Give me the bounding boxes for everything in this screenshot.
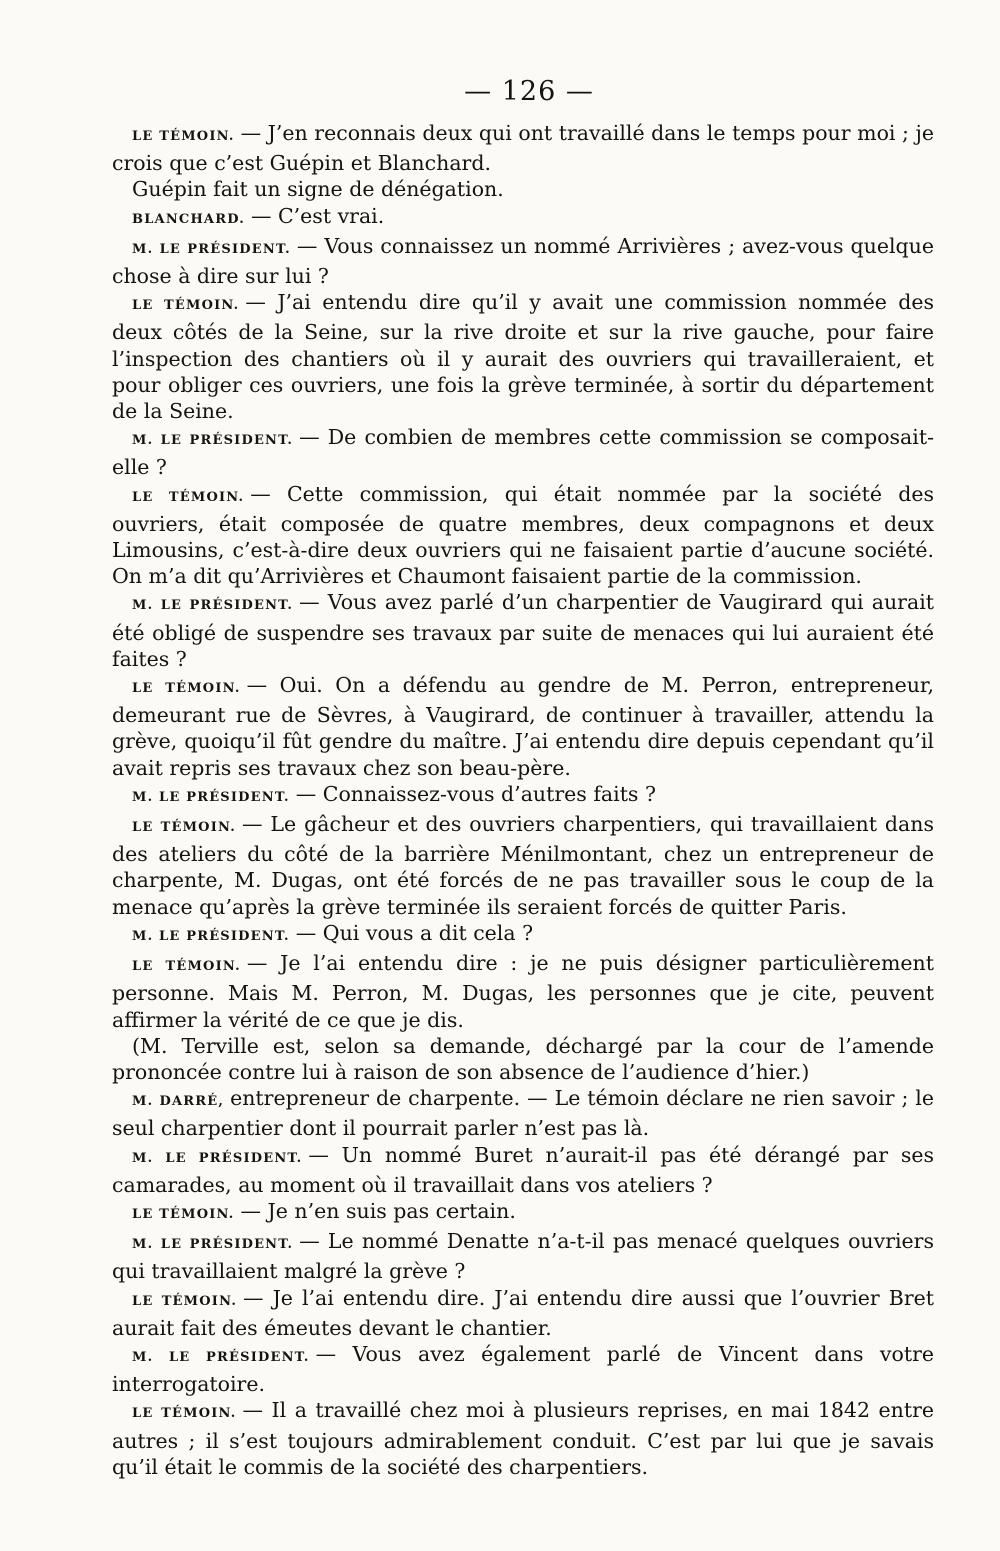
speaker-label: M. LE PRÉSIDENT.: [132, 433, 294, 449]
paragraph: [112, 1142, 934, 1198]
page-number: — 126 —: [464, 76, 594, 107]
paragraph: [112, 1198, 934, 1228]
speaker-label: M. LE PRÉSIDENT.: [132, 1150, 303, 1166]
paragraph-text: Guépin fait un signe de dénégation.: [132, 177, 504, 202]
speaker-label: M. LE PRÉSIDENT.: [132, 928, 290, 944]
speaker-label: M. DARRÉ,: [132, 1094, 225, 1110]
speaker-label: M. LE PRÉSIDENT.: [132, 241, 291, 257]
paragraph-text: — Qui vous a dit cela ?: [295, 920, 534, 945]
speaker-label: LE TÉMOIN.: [132, 1293, 238, 1309]
paragraph: [112, 781, 934, 811]
paragraph-text: — Connaissez-vous d’autres faits ?: [295, 781, 656, 806]
paragraph: [112, 1341, 934, 1397]
paragraph: [112, 589, 934, 672]
book-page: [112, 72, 934, 1480]
paragraph-text: — Oui. On a défendu au gendre de M. Perron, entrepreneur, demeurant rue de Sèvres, à Vaugirard, de continuer à travailler, attendu la grève, quoiqu’il fût gendre du maître. J’ai entendu dire depuis cependant qu’il avait repris ses travaux chez son beau-père.: [112, 673, 934, 780]
paragraph: [112, 233, 934, 289]
speaker-label: BLANCHARD.: [132, 211, 245, 227]
paragraph: [112, 1033, 934, 1085]
speaker-label: LE TÉMOIN.: [132, 820, 236, 836]
speaker-label: LE TÉMOIN.: [132, 959, 241, 975]
paragraph-text: — Un nommé Buret n’aurait-il pas été dérangé par ses camarades, au moment où il travaillait dans vos ateliers ?: [112, 1142, 934, 1197]
speaker-label: LE TÉMOIN.: [132, 681, 241, 697]
paragraph-text: — Je n’en suis pas certain.: [240, 1198, 516, 1223]
paragraph: [112, 424, 934, 480]
paragraph-text: — Vous avez également parlé de Vincent dans votre interrogatoire.: [112, 1341, 934, 1397]
paragraph: [112, 1228, 934, 1284]
paragraph: [112, 672, 934, 781]
paragraph-text: (M. Terville est, selon sa demande, déchargé par la cour de l’amende prononcée contre lui à raison de son absence de l’audience d’hier.): [112, 1033, 934, 1084]
speaker-label: LE TÉMOIN.: [132, 129, 235, 144]
speaker-label: LE TÉMOIN.: [132, 1406, 237, 1422]
paragraph-text: — Vous connaissez un nommé Arrivières ; avez-vous quelque chose à dire sur lui ?: [112, 233, 934, 289]
paragraph-text: — Il a travaillé chez moi à plusieurs reprises, en mai 1842 entre autres ; il s’est toujours admirablement conduit. C’est par lui que je savais qu’il était le commis de la société des charpentiers.: [112, 1398, 934, 1479]
paragraph-text: entrepreneur de charpente. — Le témoin déclare ne rien savoir ; le seul charpentier dont il pourrait parler n’est pas là.: [112, 1086, 934, 1141]
paragraph: [112, 481, 934, 590]
paragraph: [112, 1285, 934, 1341]
paragraph: [112, 203, 934, 233]
paragraph-text: — J’ai entendu dire qu’il y avait une commission nommée des deux côtés de la Seine, sur la rive droite et sur la rive gauche, pour faire l’inspection des chantiers où il y aurait des ouvriers qui travailleraient, et pour obliger ces ouvriers, une fois la grève terminée, à sortir du département de la Seine.: [112, 290, 935, 424]
paragraph-text: — J’en reconnais deux qui ont travaillé dans le temps pour moi ; je crois que c’est Guépin et Blanchard.: [112, 121, 935, 176]
speaker-label: M. LE PRÉSIDENT.: [132, 1237, 294, 1253]
paragraph-text: — De combien de membres cette commission se composait-elle ?: [112, 425, 935, 480]
speaker-label: LE TÉMOIN.: [132, 1206, 235, 1222]
speaker-label: M. LE PRÉSIDENT.: [132, 598, 294, 614]
paragraph-text: — Le nommé Denatte n’a-t-il pas menacé quelques ouvriers qui travaillaient malgré la grève ?: [112, 1229, 935, 1284]
paragraph: [112, 289, 934, 424]
paragraph: [112, 1085, 934, 1141]
paragraph: [112, 920, 934, 950]
paragraph-text: — Cette commission, qui était nommée par la société des ouvriers, était composée de quatre membres, deux compagnons et deux Limousins, c’est-à-dire deux ouvriers qui ne faisaient partie d’aucune société. On m’a dit qu’Arrivières et Chaumont faisaient partie de la commission.: [112, 481, 935, 589]
speaker-label: LE TÉMOIN.: [132, 298, 240, 314]
paragraph-text: — Vous avez parlé d’un charpentier de Vaugirard qui aurait été obligé de suspendre ses travaux par suite de menaces qui lui auraient été faites ?: [112, 590, 934, 671]
paragraph-text: — C’est vrai.: [250, 203, 385, 228]
paragraph: [112, 120, 934, 176]
paragraph-text: — Je l’ai entendu dire : je ne puis désigner particulièrement personne. Mais M. Perron, M. Dugas, les personnes que je cite, peuvent affirmer la vérité de ce que je dis.: [112, 951, 934, 1032]
paragraph: [112, 1397, 934, 1480]
paragraph: [112, 176, 934, 202]
paragraph: [112, 950, 934, 1033]
speaker-label: M. LE PRÉSIDENT.: [132, 1349, 310, 1365]
speaker-label: LE TÉMOIN.: [132, 489, 245, 505]
paragraph-text: — Je l’ai entendu dire. J’ai entendu dire aussi que l’ouvrier Bret aurait fait des émeutes devant le chantier.: [112, 1285, 934, 1340]
paragraph: [112, 811, 934, 920]
paragraph-text: — Le gâcheur et des ouvriers charpentiers, qui travaillaient dans des ateliers du côté de la barrière Ménilmontant, chez un entrepreneur de charpente, M. Dugas, ont été forcés de ne pas travailler sous le coup de la menace qu’après la grève terminée ils seraient forcés de quitter Paris.: [112, 812, 934, 919]
speaker-label: M. LE PRÉSIDENT.: [132, 789, 290, 805]
